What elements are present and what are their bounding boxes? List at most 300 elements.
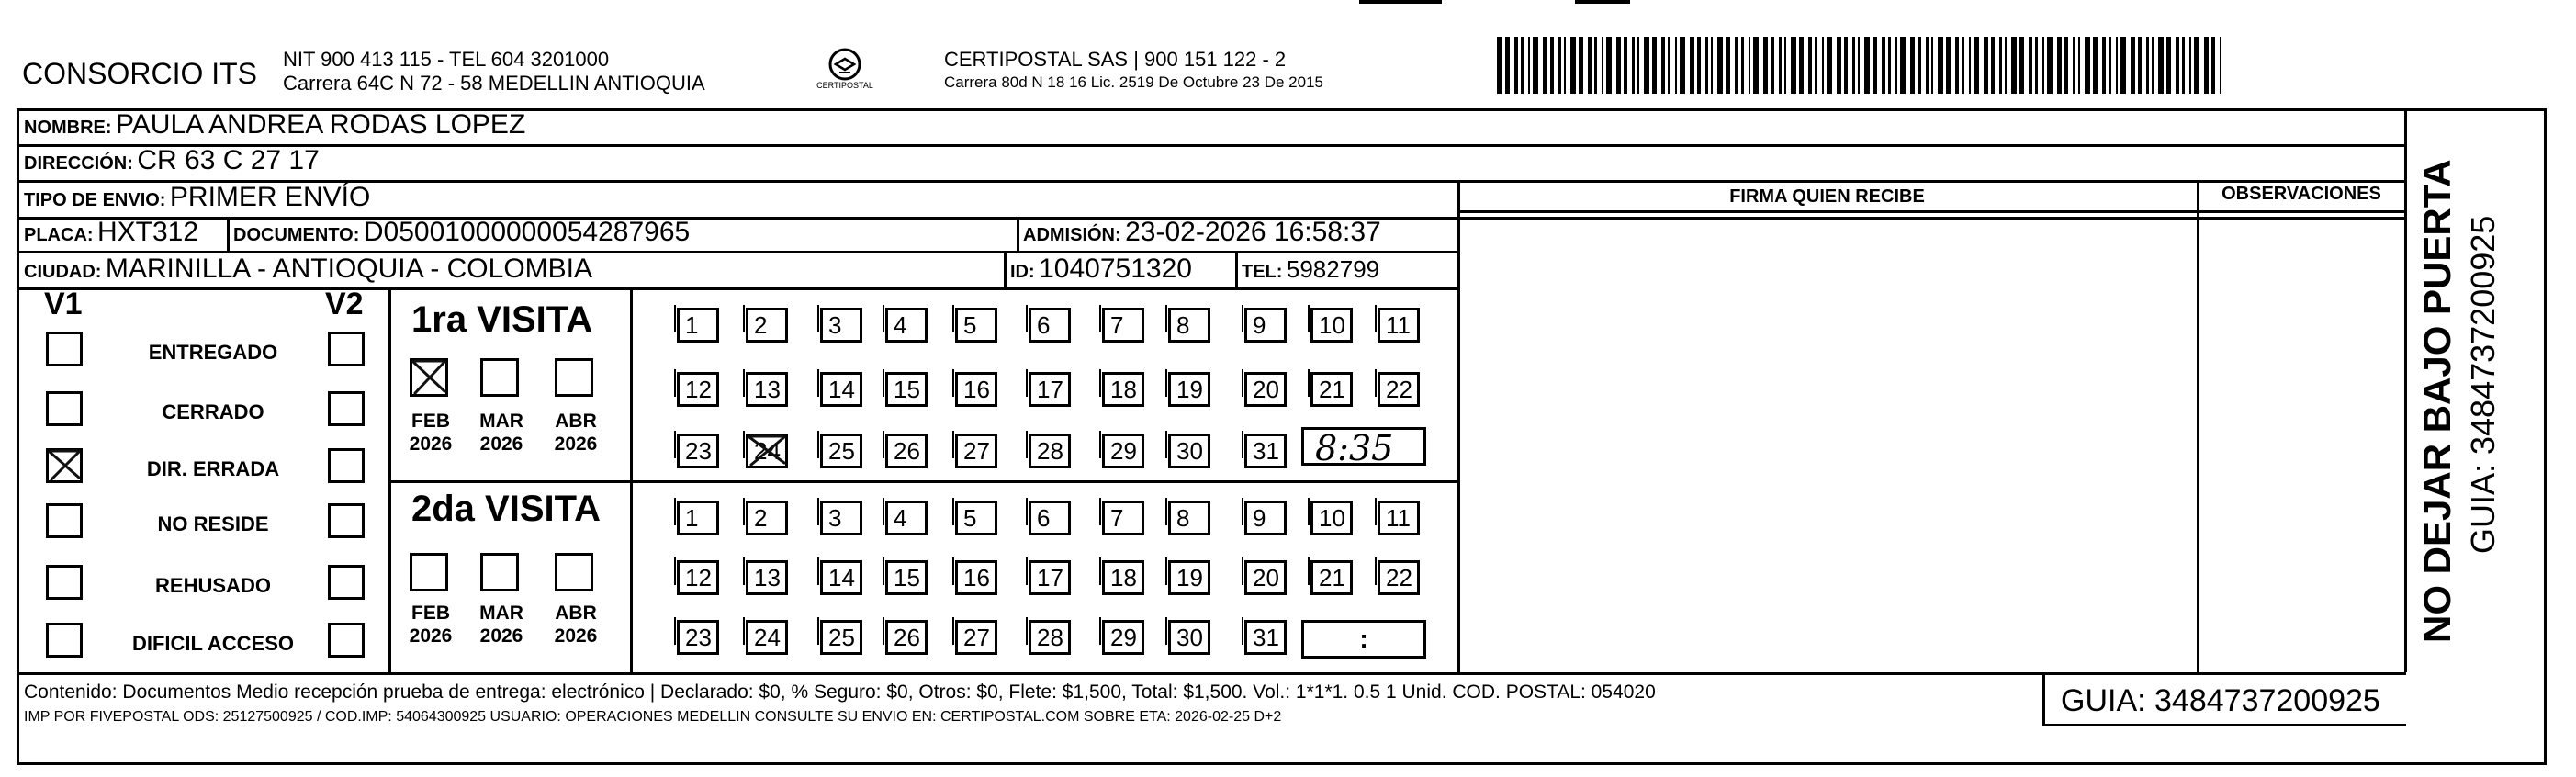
day-checkbox[interactable] — [820, 501, 862, 535]
day-number: 18 — [1110, 376, 1137, 403]
direccion-row — [24, 145, 320, 176]
day-number: 4 — [894, 504, 907, 532]
v2-checkbox[interactable] — [328, 623, 365, 658]
barcode-bar — [1873, 37, 1877, 94]
day-number: 7 — [1110, 311, 1124, 339]
admision-label: ADMISIÓN: — [1023, 225, 1121, 245]
barcode-bar — [2029, 37, 2032, 94]
day-number: 6 — [1037, 504, 1051, 532]
v2-checkbox[interactable] — [328, 448, 365, 483]
day-checkbox[interactable] — [1029, 308, 1071, 343]
ciudad-label: CIUDAD: — [24, 262, 102, 282]
ciudad-divider — [1004, 251, 1007, 288]
barcode-bar — [1822, 37, 1824, 94]
v1-checkbox[interactable] — [46, 503, 83, 538]
barcode-bar — [1588, 37, 1592, 94]
v2-checkbox[interactable] — [328, 503, 365, 538]
row-line-ciudad — [17, 287, 1458, 290]
day-checkbox[interactable] — [746, 620, 788, 655]
barcode-bar — [2019, 37, 2024, 94]
day-number: 13 — [754, 564, 781, 591]
second-visit-title: 2da VISITA — [411, 489, 601, 529]
month-checkbox[interactable] — [480, 358, 519, 397]
barcode-bar — [2085, 37, 2090, 94]
barcode-bar — [1675, 37, 1677, 94]
license-line: Carrera 80d N 18 16 Lic. 2519 De Octubre 23 De 2015 — [944, 73, 1323, 91]
day-number: 3 — [828, 311, 842, 339]
status-option-label: REHUSADO — [155, 574, 271, 597]
month-year: 2026 — [409, 434, 453, 455]
day-checkbox[interactable] — [1102, 308, 1144, 343]
day-checkbox[interactable] — [677, 560, 719, 595]
barcode-bar — [1926, 37, 1929, 94]
v1-header: V1 — [44, 287, 83, 321]
barcode-bar — [1784, 37, 1786, 94]
firma-header-line — [1457, 210, 2406, 213]
day-checkbox[interactable] — [885, 501, 928, 535]
day-checkbox[interactable] — [820, 372, 862, 407]
footer-imp: IMP POR FIVEPOSTAL ODS: 25127500925 / COD.IMP: 54064300925 USUARIO: OPERACIONES MEDELLIN CONSULTE SU ENVIO EN: CERTIPOSTAL.COM SOBRE ETA: 2026-02-25 D+2 — [24, 709, 1282, 725]
barcode-bar — [1606, 37, 1612, 94]
day-number: 28 — [1037, 437, 1063, 465]
barcode-bar — [1779, 37, 1782, 94]
day-number: 30 — [1176, 624, 1203, 651]
tel-field — [1242, 255, 1379, 284]
barcode-bar — [1991, 37, 1995, 94]
day-checkbox[interactable] — [820, 620, 862, 655]
day-number: 19 — [1176, 564, 1203, 591]
day-number: 29 — [1110, 437, 1137, 465]
ciudad-field — [24, 253, 592, 285]
certipostal-logo-text: CERTIPOSTAL — [816, 81, 873, 90]
barcode-bar — [1632, 37, 1635, 94]
handwritten-x-mark — [746, 434, 788, 468]
barcode-bar — [1533, 37, 1538, 94]
barcode-bar — [2116, 37, 2118, 94]
day-number: 7 — [1110, 504, 1124, 532]
day-number: 10 — [1319, 311, 1345, 339]
barcode-bar — [2211, 37, 2215, 94]
day-checkbox[interactable] — [885, 560, 928, 595]
day-checkbox[interactable] — [677, 308, 719, 343]
barcode-bar — [1680, 37, 1685, 94]
barcode-bar — [1910, 37, 1915, 94]
status-option-label: DIR. ERRADA — [146, 457, 280, 480]
barcode-bar — [1711, 37, 1713, 94]
row-line-nombre — [17, 144, 2406, 147]
month-label: FEB — [411, 411, 450, 432]
barcode-bar — [2120, 37, 2126, 94]
day-checkbox[interactable] — [885, 308, 928, 343]
day-checkbox[interactable] — [1378, 308, 1420, 343]
side-guia: GUIA: 3484737200925 — [2464, 215, 2502, 554]
barcode-bar — [1624, 37, 1627, 94]
barcode-bar — [1900, 37, 1906, 94]
barcode-bar — [1497, 37, 1502, 94]
day-checkbox[interactable] — [1168, 620, 1210, 655]
barcode-bar — [1858, 37, 1860, 94]
barcode-bar — [1741, 37, 1744, 94]
day-number: 3 — [828, 504, 842, 532]
day-number: 9 — [1253, 311, 1266, 339]
month-checkbox[interactable] — [410, 358, 448, 397]
day-number: 13 — [754, 376, 781, 403]
day-number: 31 — [1253, 624, 1279, 651]
top-edge-mark — [1575, 0, 1630, 4]
day-number: 6 — [1037, 311, 1051, 339]
documento-divider — [1017, 217, 1019, 252]
barcode-bar — [2131, 37, 2135, 94]
barcode-bar — [1697, 37, 1701, 94]
day-number: 14 — [828, 376, 855, 403]
month-label: MAR — [479, 602, 523, 624]
v1-checkbox[interactable] — [46, 565, 83, 600]
barcode-bar — [1690, 37, 1694, 94]
barcode-bar — [1888, 37, 1891, 94]
day-checkbox[interactable] — [820, 434, 862, 468]
day-checkbox[interactable] — [1244, 308, 1287, 343]
barcode-bar — [1791, 37, 1796, 94]
day-checkbox[interactable] — [1168, 560, 1210, 595]
company-name: CONSORCIO ITS — [22, 57, 258, 90]
barcode-bar — [1652, 37, 1657, 94]
day-number: 5 — [963, 504, 977, 532]
barcode-bar — [1661, 37, 1665, 94]
first-visit-title: 1ra VISITA — [411, 299, 593, 340]
month-checkbox[interactable] — [555, 553, 593, 591]
month-label: MAR — [479, 411, 523, 432]
day-checkbox[interactable] — [1029, 501, 1071, 535]
day-number: 22 — [1386, 564, 1412, 591]
handwritten-x-mark — [46, 448, 83, 483]
day-number: 2 — [754, 311, 768, 339]
day-checkbox[interactable] — [1102, 560, 1144, 595]
barcode-bar — [1946, 37, 1951, 94]
firma-left-border — [1457, 180, 1460, 673]
barcode-bar — [1668, 37, 1670, 94]
barcode-bar — [1570, 37, 1576, 94]
month-year: 2026 — [479, 625, 523, 647]
barcode-bar — [1543, 37, 1547, 94]
day-number: 23 — [685, 437, 712, 465]
outer-right-border — [2544, 108, 2547, 765]
barcode-bar — [2152, 37, 2154, 94]
barcode-bar — [2176, 37, 2179, 94]
day-checkbox[interactable] — [677, 501, 719, 535]
barcode-bar — [2220, 37, 2221, 94]
barcode-bar — [1799, 37, 1804, 94]
barcode-bar — [1962, 37, 1964, 94]
day-checkbox[interactable] — [746, 308, 788, 343]
tipo-value: PRIMER ENVÍO — [169, 182, 371, 212]
company-nit: NIT 900 413 115 - TEL 604 3201000 — [283, 48, 610, 71]
day-checkbox[interactable] — [1378, 560, 1420, 595]
status-option-label: NO RESIDE — [157, 512, 269, 535]
day-checkbox[interactable] — [1168, 501, 1210, 535]
month-label: ABR — [555, 602, 597, 624]
outer-bottom-border — [17, 762, 2547, 765]
barcode-bar — [2078, 37, 2080, 94]
day-checkbox[interactable] — [677, 434, 719, 468]
day-checkbox[interactable] — [1102, 501, 1144, 535]
v1-checkbox[interactable] — [46, 623, 83, 658]
barcode-bar — [2035, 37, 2038, 94]
barcode-bar — [1882, 37, 1885, 94]
barcode-bar — [1717, 37, 1723, 94]
observaciones-left-border — [2197, 180, 2199, 673]
main-right-border — [2404, 108, 2407, 672]
day-number: 15 — [894, 564, 920, 591]
day-checkbox[interactable] — [1310, 308, 1353, 343]
first-visit-time-box[interactable] — [1301, 427, 1426, 466]
day-number: 29 — [1110, 624, 1137, 651]
admision-value: 23-02-2026 16:58:37 — [1125, 217, 1381, 247]
barcode-bar — [1594, 37, 1597, 94]
barcode-bar — [1558, 37, 1561, 94]
month-year: 2026 — [554, 625, 598, 647]
day-number: 2 — [754, 504, 768, 532]
nombre-row — [24, 109, 525, 141]
day-checkbox[interactable] — [1168, 372, 1210, 407]
tel-label: TEL: — [1242, 262, 1283, 282]
day-checkbox[interactable] — [955, 372, 997, 407]
barcode-bar — [1602, 37, 1603, 94]
documento-field — [233, 217, 690, 248]
ciudad-value: MARINILLA - ANTIOQUIA - COLOMBIA — [105, 253, 593, 284]
barcode-bar — [2011, 37, 2017, 94]
day-number: 4 — [894, 311, 907, 339]
status-row-bottom — [17, 672, 2406, 675]
admision-field — [1023, 217, 1381, 248]
day-number: 23 — [685, 624, 712, 651]
day-checkbox[interactable] — [1244, 372, 1287, 407]
day-number: 1 — [685, 311, 699, 339]
day-checkbox[interactable] — [1378, 372, 1420, 407]
day-checkbox[interactable] — [1244, 434, 1287, 468]
month-year: 2026 — [554, 434, 598, 455]
barcode-bar — [2057, 37, 2062, 94]
direccion-label: DIRECCIÓN: — [24, 153, 133, 174]
day-checkbox[interactable] — [1310, 372, 1353, 407]
barcode-bar — [1955, 37, 1959, 94]
nombre-value: PAULA ANDREA RODAS LOPEZ — [116, 109, 526, 140]
barcode-bar — [2194, 37, 2199, 94]
barcode-bar — [2204, 37, 2209, 94]
day-checkbox[interactable] — [955, 501, 997, 535]
day-number: 28 — [1037, 624, 1063, 651]
day-checkbox[interactable] — [1102, 434, 1144, 468]
barcode-bar — [1564, 37, 1566, 94]
day-checkbox[interactable] — [746, 434, 788, 468]
barcode-bar — [2158, 37, 2164, 94]
status-option-label: DIFICIL ACCESO — [131, 632, 294, 655]
observaciones-header: OBSERVACIONES — [2222, 184, 2381, 204]
v1-checkbox[interactable] — [46, 448, 83, 483]
month-label: ABR — [555, 411, 597, 432]
barcode-bar — [1918, 37, 1921, 94]
barcode-bar — [1999, 37, 2002, 94]
day-checkbox[interactable] — [1168, 434, 1210, 468]
day-checkbox[interactable] — [1029, 372, 1071, 407]
id-label: ID: — [1010, 262, 1035, 282]
day-checkbox[interactable] — [1029, 434, 1071, 468]
day-number: 12 — [685, 564, 712, 591]
id-value: 1040751320 — [1039, 253, 1192, 284]
barcode-bar — [1852, 37, 1855, 94]
company-address: Carrera 64C N 72 - 58 MEDELLIN ANTIOQUIA — [283, 72, 705, 95]
day-checkbox[interactable] — [820, 308, 862, 343]
id-divider — [1235, 251, 1238, 288]
barcode-bar — [2166, 37, 2171, 94]
certipostal-line: CERTIPOSTAL SAS | 900 151 122 - 2 — [944, 48, 1287, 71]
day-number: 24 — [754, 624, 781, 651]
day-number: 11 — [1386, 504, 1411, 532]
placa-value: HXT312 — [97, 217, 199, 247]
day-number: 15 — [894, 376, 920, 403]
barcode-bar — [2109, 37, 2111, 94]
day-number: 25 — [828, 624, 855, 651]
v2-header: V2 — [325, 287, 364, 321]
nombre-label: NOMBRE: — [24, 118, 112, 138]
day-number: 16 — [963, 564, 990, 591]
day-number: 21 — [1319, 376, 1345, 403]
day-checkbox[interactable] — [746, 372, 788, 407]
barcode-bar — [2189, 37, 2191, 94]
barcode-bar — [1844, 37, 1848, 94]
v1-checkbox[interactable] — [46, 332, 83, 366]
barcode-bar — [1579, 37, 1583, 94]
day-checkbox[interactable] — [955, 620, 997, 655]
day-number: 17 — [1037, 376, 1063, 403]
day-checkbox[interactable] — [677, 620, 719, 655]
day-number: 1 — [685, 504, 699, 532]
v2-checkbox[interactable] — [328, 565, 365, 600]
barcode-bar — [2182, 37, 2185, 94]
month-checkbox[interactable] — [555, 358, 593, 397]
v2-checkbox[interactable] — [328, 332, 365, 366]
day-checkbox[interactable] — [885, 372, 928, 407]
placa-field — [24, 217, 198, 248]
day-checkbox[interactable] — [746, 560, 788, 595]
day-checkbox[interactable] — [1310, 501, 1353, 535]
v2-checkbox[interactable] — [328, 391, 365, 426]
row-line-direccion — [17, 180, 2406, 183]
day-checkbox[interactable] — [1168, 308, 1210, 343]
day-checkbox[interactable] — [820, 560, 862, 595]
barcode-bar — [1864, 37, 1870, 94]
tipo-label: TIPO DE ENVIO: — [24, 190, 166, 210]
day-checkbox[interactable] — [1029, 560, 1071, 595]
day-number: 5 — [963, 311, 977, 339]
barcode-bar — [1528, 37, 1530, 94]
day-checkbox[interactable] — [677, 372, 719, 407]
barcode-bar — [2138, 37, 2142, 94]
barcode-bar — [1931, 37, 1933, 94]
month-checkbox[interactable] — [480, 553, 519, 591]
barcode-bar — [2047, 37, 2053, 94]
day-number: 26 — [894, 624, 920, 651]
day-checkbox[interactable] — [746, 501, 788, 535]
day-checkbox[interactable] — [1378, 501, 1420, 535]
status-option-label: CERRADO — [162, 400, 264, 423]
day-checkbox[interactable] — [955, 308, 997, 343]
barcode-bar — [1521, 37, 1524, 94]
barcode-bar — [1895, 37, 1897, 94]
second-visit-time: : — [1359, 625, 1368, 653]
v1-checkbox[interactable] — [46, 391, 83, 426]
day-checkbox[interactable] — [885, 434, 928, 468]
day-checkbox[interactable] — [955, 560, 997, 595]
top-edge-mark — [1359, 0, 1442, 4]
day-number: 8 — [1176, 504, 1190, 532]
barcode-bar — [2073, 37, 2075, 94]
day-checkbox[interactable] — [885, 620, 928, 655]
day-checkbox[interactable] — [1244, 501, 1287, 535]
barcode-bar — [1644, 37, 1649, 94]
day-checkbox[interactable] — [955, 434, 997, 468]
visit-separator — [388, 480, 1459, 483]
barcode-bar — [2102, 37, 2106, 94]
barcode-bar — [1808, 37, 1812, 94]
tel-value: 5982799 — [1286, 255, 1380, 283]
barcode-bar — [1969, 37, 1971, 94]
day-checkbox[interactable] — [1102, 620, 1144, 655]
firma-header: FIRMA QUIEN RECIBE — [1729, 186, 1925, 207]
day-checkbox[interactable] — [1244, 560, 1287, 595]
first-visit-time: 8:35 — [1315, 428, 1394, 468]
barcode-bar — [1514, 37, 1518, 94]
day-number: 27 — [963, 624, 990, 651]
certipostal-logo-icon — [817, 44, 872, 101]
day-number: 16 — [963, 376, 990, 403]
day-number: 21 — [1319, 564, 1345, 591]
documento-value: D05001000000054287965 — [363, 217, 691, 247]
day-number: 10 — [1319, 504, 1345, 532]
barcode-bar — [1771, 37, 1774, 94]
status-option-label: ENTREGADO — [148, 341, 278, 364]
barcode-bar — [1550, 37, 1554, 94]
footer-contenido: Contenido: Documentos Medio recepción prueba de entrega: electrónico | Declarado: $0, % Seguro: $0, Otros: $0, Flete: $1,500, Total: $1,500. Vol.: 1*1*1. 0.5 1 Unid. COD. POSTAL: 054020 — [24, 681, 1656, 703]
day-number: 22 — [1386, 376, 1412, 403]
barcode-bar — [2064, 37, 2068, 94]
second-visit-time-box[interactable] — [1301, 620, 1426, 659]
day-number: 17 — [1037, 564, 1063, 591]
barcode-bar — [2005, 37, 2007, 94]
day-number: 11 — [1386, 311, 1411, 339]
day-checkbox[interactable] — [1310, 560, 1353, 595]
barcode-bar — [1984, 37, 1988, 94]
barcode-bar — [1726, 37, 1730, 94]
month-year: 2026 — [479, 434, 523, 455]
day-checkbox[interactable] — [1102, 372, 1144, 407]
month-year: 2026 — [409, 625, 453, 647]
documento-label: DOCUMENTO: — [233, 225, 360, 245]
barcode-bar — [1505, 37, 1510, 94]
barcode-bar — [1749, 37, 1750, 94]
barcode-bar — [1763, 37, 1768, 94]
barcode-bar — [1705, 37, 1708, 94]
day-checkbox[interactable] — [1244, 620, 1287, 655]
barcode-bar — [2093, 37, 2098, 94]
day-number: 27 — [963, 437, 990, 465]
barcode-bar — [1637, 37, 1639, 94]
day-number: 12 — [685, 376, 712, 403]
day-number: 24 — [754, 437, 781, 465]
month-checkbox[interactable] — [410, 553, 448, 591]
side-warning: NO DEJAR BAJO PUERTA — [2415, 159, 2458, 643]
day-checkbox[interactable] — [1029, 620, 1071, 655]
barcode-bar — [1753, 37, 1759, 94]
